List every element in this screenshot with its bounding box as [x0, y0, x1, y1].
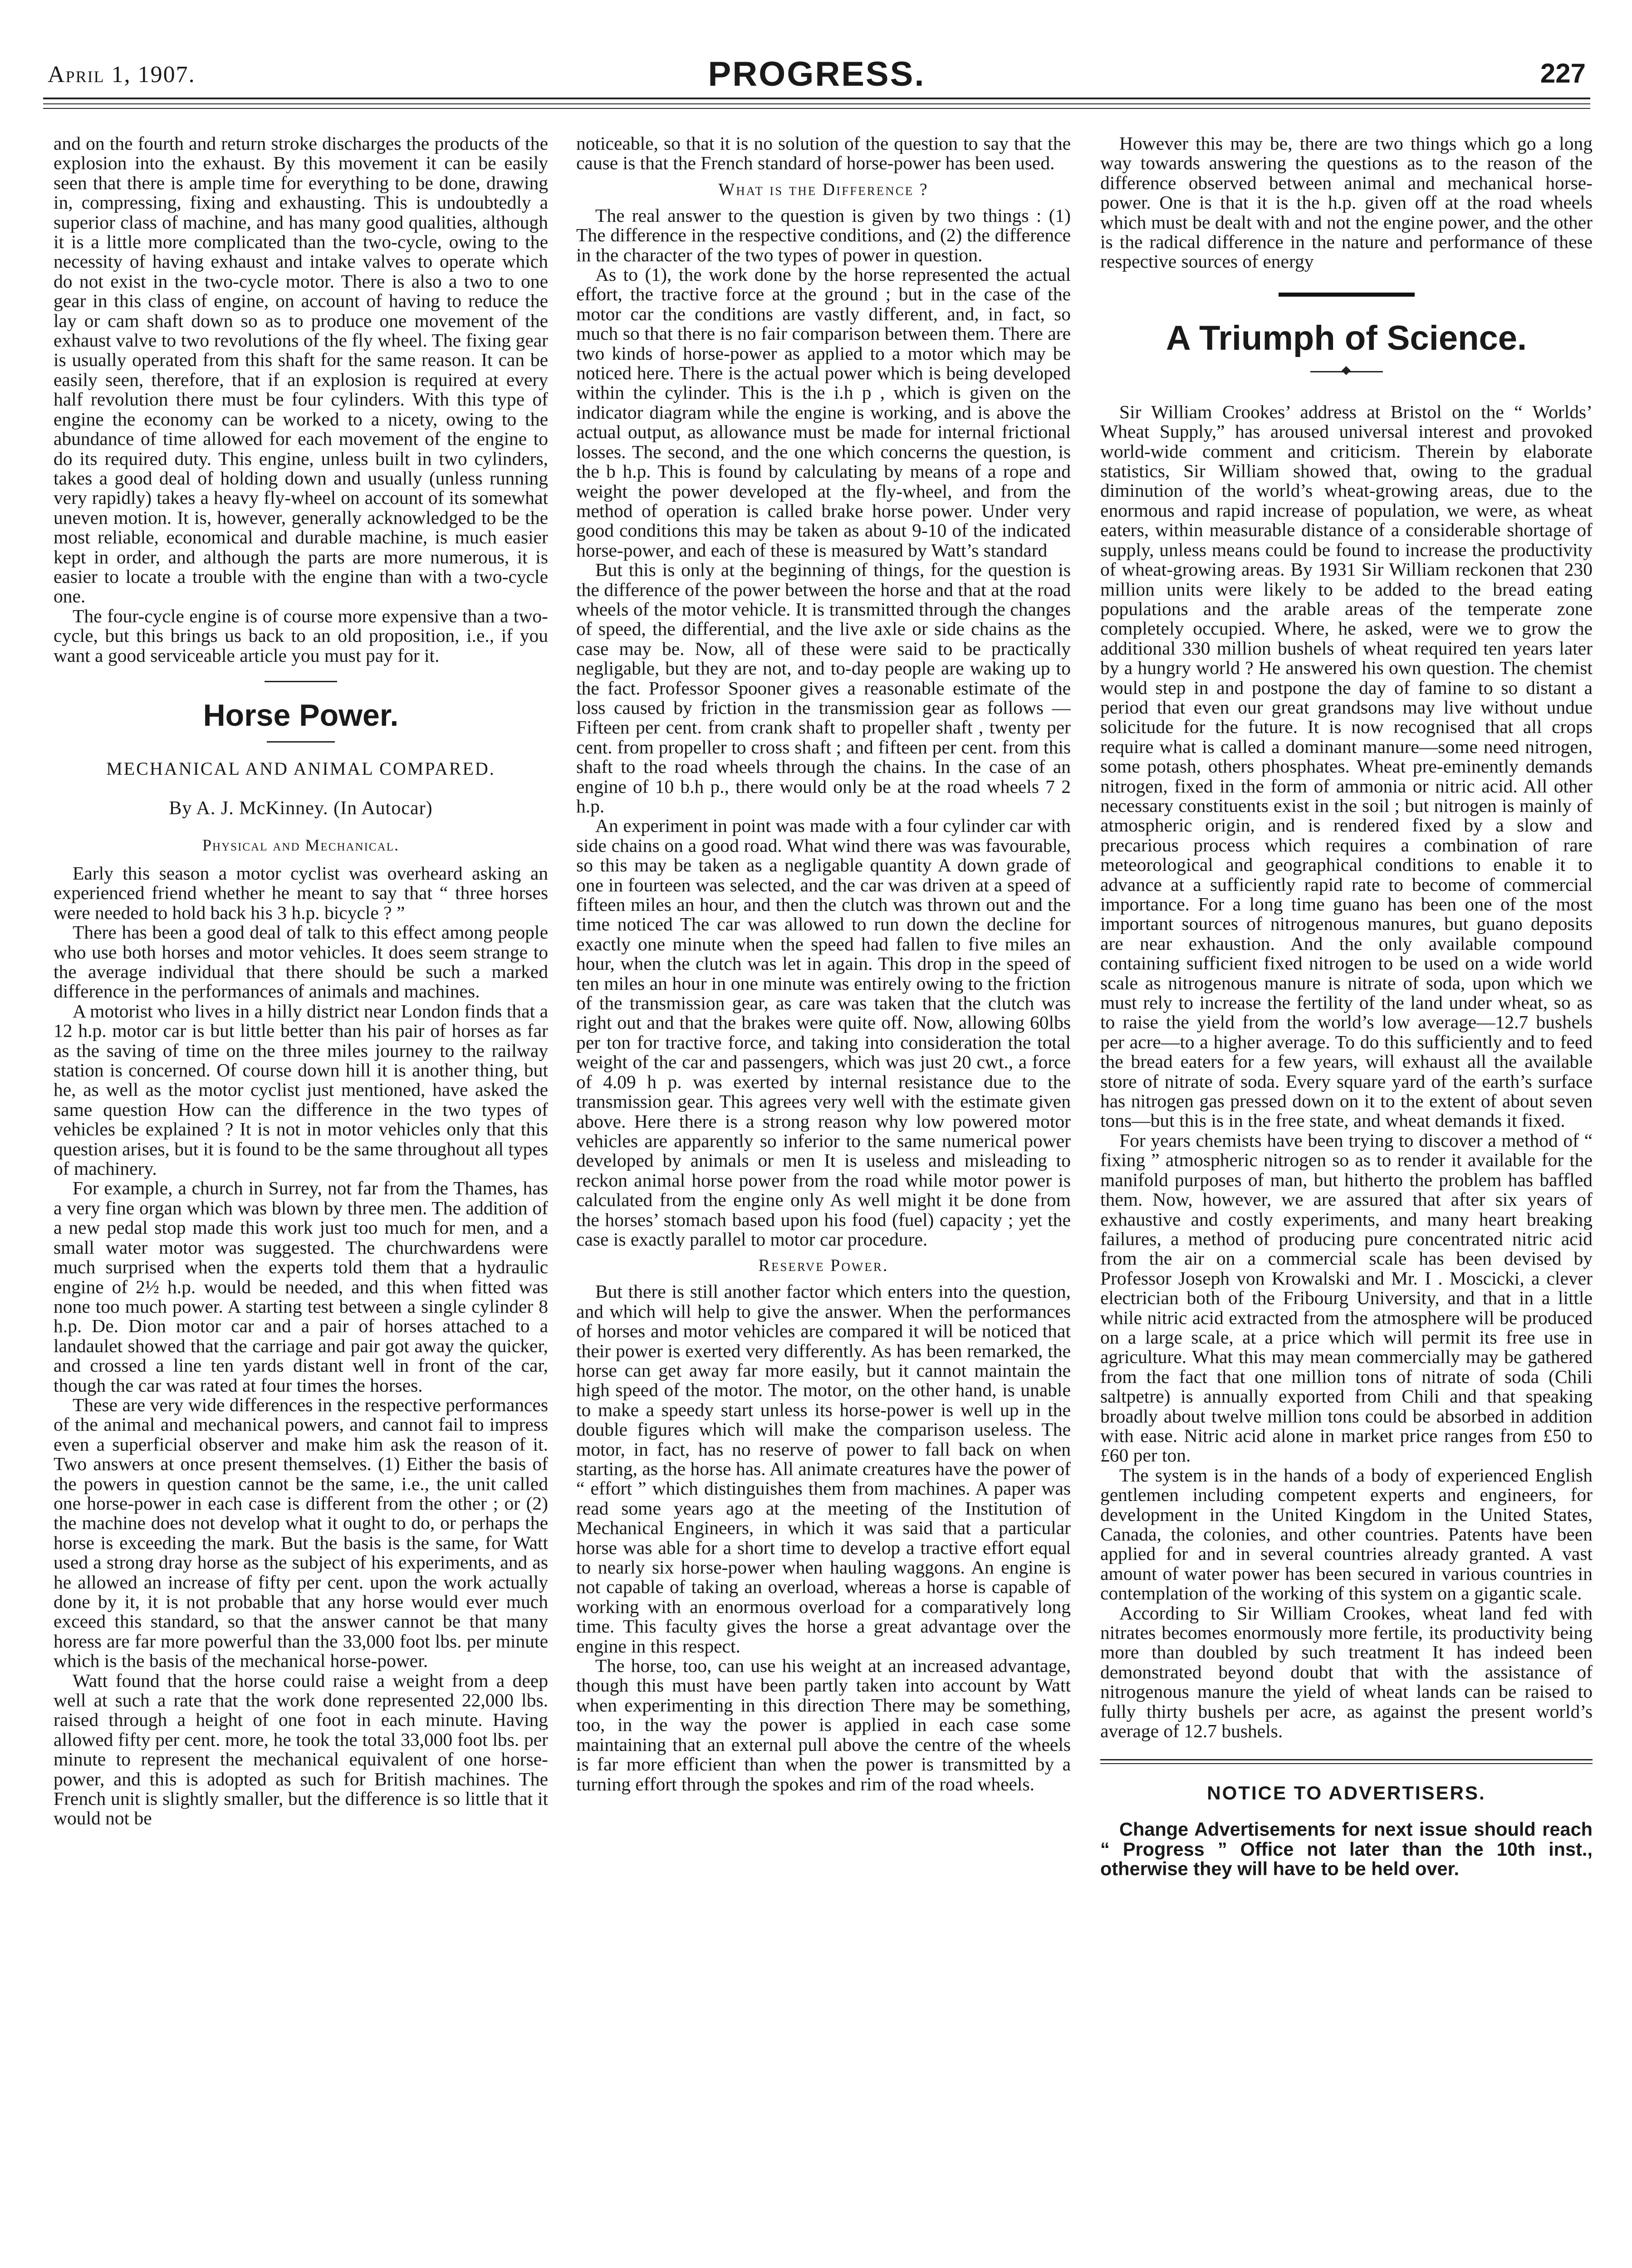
paragraph: The four-cycle engine is of course more expensive than a two-cycle, but this brings us back to an old proposition, i.e., if you want a good serviceable article you must pay for it.	[54, 605, 548, 666]
paragraph: The system is in the hands of a body of experienced English gentlemen including competent experts and engineers, for development in the United Kingdom in the United States, Canada, the colonies, and other countries. Patents have been applied for and in several countries already granted. A vast amount of water power has been secured in various countries in contemplation of the working of this system on a gigantic scale.	[1100, 1464, 1593, 1604]
article-title-triumph: A Triumph of Science.	[1166, 318, 1527, 357]
column-3	[1100, 134, 1593, 2268]
header-rule-thin-2	[43, 108, 1590, 109]
diamond-ornament-icon	[1342, 366, 1351, 375]
masthead-title: PROGRESS.	[708, 55, 926, 93]
section-heading-difference: What is the Difference ?	[718, 180, 929, 199]
notice-divider-thin	[1100, 1763, 1593, 1764]
paragraph: For years chemists have been trying to discover a method of “ fixing ” atmospheric nitrogen so as to render it available for the manifold purposes of man, but hitherto the problem has baffled them. Now, however, we are assured that after six years of exhaustive and costly experiments, and many heart breaking failures, a method of producing pure concentrated nitric acid from the air on a commercial scale has been devised by Professor Joseph von Krowalski and Mr. I . Moscicki, a clever electrician both of the Fribourg University, and that in a little while nitric acid extracted from the atmosphere will be produced on a large scale, at a price which will permit its free use in agriculture. What this may mean commercially may be gathered from the fact that one million tons of nitrate of soda (Chili saltpetre) is annually exported from Chili and that speaking broadly about twelve million tons could be absorbed in addition with ease. Nitric acid alone in market price ranges from £50 to £60 per ton.	[1100, 1129, 1593, 1466]
paragraph: However this may be, there are two things which go a long way towards answering the questions as to the reason of the difference observed between animal and mechanical horse-power. One is that it is the h.p. given off at the road wheels which must be dealt with and not the engine power, and the other is the radical difference in the nature and performance of these respective sources of energy	[1100, 134, 1593, 272]
paragraph: Sir William Crookes’ address at Bristol on the “ Worlds’ Wheat Supply,” has aroused universal interest and provoked world-wide comment and criticism. Therein by elaborate statistics, Sir William showed that, owing to the gradual diminution of the world’s wheat-growing areas, due to the enormous and rapid increase of population, we were, as wheat eaters, within measurable distance of a considerable shortage of supply, unless means could be found to increase the productivity of wheat-growing areas. By 1931 Sir William reckonen that 230 million units were likely to be added to the bread eating populations and the arable areas of the temperate zone completely occupied. Where, he asked, were we to grow the additional 330 million bushels of wheat required ten years later by a hungry world ? He answered his own question. The chemist would step in and postpone the day of famine to so distant a period that even our great grandsons may live without undue solicitude for the future. It is now recognised that all crops require what is called a dominant manure—some need nitrogen, some potash, others phosphates. Wheat pre-eminently demands nitrogen, fixed in the form of ammonia or nitric acid. All other necessary constituents exist in the soil ; but nitrogen is mainly of atmospheric origin, and is rendered fixed by a slow and precarious process which requires a combination of rare meteorological and geographical conditions to enable it to advance at a sufficiently rapid rate to become of commercial importance. For a long time guano has been one of the most important sources of nitrogenous manures, but guano deposits are near exhaustion. And the only available compound containing sufficient fixed nitrogen to be used on a wide world scale as nitrogenous manure is nitrate of soda, upon which we must rely to increase the fertility of the land under wheat, so as to raise the yield from the world’s low average—12.7 bushels per acre—to a higher average. To do this sufficiently and to feed the bread eaters for a few years, will exhaust all the available store of nitrate of soda. Every square yard of the earth’s surface has nitrogen gas pressed down on it to the extent of about seven tons—but this is in the free state, and wheat demands it fixed.	[1100, 401, 1593, 1131]
paragraph: An experiment in point was made with a four cylinder car with side chains on a good road. What wind there was was favourable, so this may be taken as a negligable quantity A down grade of one in fourteen was selected, and the car was driven at a speed of fifteen miles an hour, and then the clutch was thrown out and the time noticed The car was allowed to run down the decline for exactly one minute when the speed had fallen to five miles an hour, when the clutch was let in again. This drop in the speed of ten miles an hour in one minute was entirely owing to the friction of the transmission gear, as care was taken that the clutch was right out and that the brakes were quite off. Now, allowing 60lbs per ton for tractive force, and taking into consideration the total weight of the car and passengers, which was just 20 cwt., a force of 4.09 h p. was exerted by internal resistance due to the transmission gear. This agrees very well with the estimate given above. Here there is a strong reason why low powered motor vehicles are apparently so inferior to the same numerical power developed by animals or men It is useless and misleading to reckon animal horse power from the road while motor power is calculated from the engine only As well might it be done from the horses’ stomach based upon his food (fuel) capacity ; yet the case is exactly parallel to motor car procedure.	[576, 815, 1071, 1250]
paragraph: But there is still another factor which enters into the question, and which will help to give the answer. When the performances of horses and motor vehicles are compared it will be noticed that their power is exerted very differently. As has been remarked, the horse can get away far more easily, but it cannot maintain the high speed of the motor. The motor, on the other hand, is unable to make a speedy start unless its horse-power is well up in the double figures which will make the comparison useless. The motor, in fact, has no reserve of power to fall back on when starting, as the horse has. All animate creatures have the power of “ effort ” which distinguishes them from machines. A paper was read some years ago at the meeting of the Institution of Mechanical Engineers, in which it was said that a particular horse was able for a short time to develop a tractive effort equal to nearly six horse-power when hauling waggons. An engine is not capable of taking an overload, whereas a horse is capable of working with an enormous overload for a comparatively long time. This faculty gives the horse a great advantage over the engine in this respect.	[576, 1281, 1071, 1657]
paragraph: These are very wide differences in the respective performances of the animal and mechanical powers, and cannot fail to impress even a superficial observer and make him ask the reason of it. Two answers at once present themselves. (1) Either the basis of the powers in question cannot be the same, i.e., the unit called one horse-power in each case is different from the other ; or (2) the machine does not develop what it ought to do, or perhaps the horse is exceeding the mark. But the basis is the same, for Watt used a strong dray horse as the subject of his experiments, and as he allowed an increase of fifty per cent. upon the work actually done by it, it is not probable that any horse would ever much exceed this standard, so that the answer cannot be that many horess are far more powerful than the 33,000 foot lbs. per minute which is the basis of the mechanical horse-power.	[54, 1394, 548, 1672]
paragraph: A motorist who lives in a hilly district near London finds that a 12 h.p. motor car is but little better than his pair of horses as far as the saving of time on the three miles journey to the railway station is concerned. Of course down hill it is another thing, but he, as well as the motor cyclist just mentioned, have asked the same question How can the difference in the two types of vehicles be explained ? It is not in motor vehicles only that this question arises, but it is found to be the same throughout all types of machinery.	[54, 1000, 548, 1179]
paragraph: The horse, too, can use his weight at an increased advantage, though this must have been partly taken into account by Watt when experimenting in this direction There may be something, too, in the way the power is applied in each case some maintaining that an external pull above the centre of the wheels is far more efficient than when the power is transmitted by a turning effort through the spokes and rim of the road wheels.	[576, 1655, 1071, 1794]
paragraph: Early this season a motor cyclist was overheard asking an experienced friend whether he meant to say that “ three horses were needed to hold back his 3 h.p. bicycle ? ”	[54, 862, 548, 923]
paragraph: But this is only at the beginning of things, for the question is the difference of the power between the horse and that at the road wheels of the motor vehicle. It is transmitted through the changes of speed, the differential, and the live axle or side chains as the case may be. Now, all of these were said to be practically negligable, but they are not, and to-day people are waking up to the fact. Professor Spooner gives a reasonable estimate of the loss caused by friction in the transmission gear as follows — Fifteen per cent. from crank shaft to propeller shaft , twenty per cent. from propeller to cross shaft ; and fifteen per cent. from this shaft to the road wheels through the chains. In the case of an engine of 10 b.h p., there would only be at the road wheels 7 2 h.p.	[576, 559, 1071, 816]
paragraph: noticeable, so that it is no solution of the question to say that the cause is that the French standard of horse-power has been used.	[576, 134, 1071, 174]
title-underline	[267, 741, 335, 743]
paragraph: There has been a good deal of talk to this effect among people who use both horses and motor vehicles. It does seem strange to the average individual that there should be such a marked difference in the performances of animals and machines.	[54, 922, 548, 1002]
article-byline: By A. J. McKinney. (In Autocar)	[169, 797, 433, 819]
header-rule-thick	[43, 98, 1590, 99]
header-rule-thin	[43, 103, 1590, 104]
section-heading-physical: Physical and Mechanical.	[202, 836, 399, 854]
section-heading-reserve-power: Reserve Power.	[758, 1256, 889, 1276]
section-divider	[265, 681, 337, 682]
notice-divider	[1100, 1759, 1593, 1760]
issue-date: April 1, 1907.	[48, 62, 196, 88]
paragraph: As to (1), the work done by the horse represented the actual effort, the tractive force at the ground ; but in the case of the motor car the conditions are vastly different, and, in fact, so much so that there is no fair comparison between them. There are two kinds of horse-power as applied to a motor which may be noticed here. There is the actual power which is being developed within the cylinder. This is the i.h p , which is given on the indicator diagram while the engine is working, and is above the actual output, as allowance must be made for internal frictional losses. The second, and the one which concerns the question, is the b h.p. This is found by calculating by means of a rope and weight the power developed at the fly-wheel, and from the method of operation is called brake horse power. Under very good conditions this may be taken as about 9-10 of the indicated horse-power, and each of these is measured by Watt’s standard	[576, 264, 1071, 561]
page-number: 227	[1540, 58, 1586, 88]
page-header	[43, 57, 1590, 100]
column-2	[576, 134, 1071, 2268]
column-1	[54, 134, 548, 2268]
ornament-divider	[1310, 367, 1383, 376]
paragraph: According to Sir William Crookes, wheat land fed with nitrates becomes enormously more fertile, its productivity being more than doubled by such treatment It has indeed been demonstrated beyond doubt that with the assistance of nitrogenous manure the yield of wheat lands can be raised to fully thirty bushels per acre, as against the present world’s average of 12.7 bushels.	[1100, 1602, 1593, 1742]
paragraph: For example, a church in Surrey, not far from the Thames, has a very fine organ which was blown by three men. The addition of a new pedal stop made this work just too much for men, and a small water motor was suggested. The churchwardens were much surprised when the experts told them that a hydraulic engine of 2½ h.p. would be needed, and this when fitted was none too much power. A starting test between a single cylinder 8 h.p. De. Dion motor car and a pair of horses attached to a landaulet showed that the carriage and pair got away the quicker, and crossed a line ten yards distant well in front of the car, though the car was rated at four times the horses.	[54, 1178, 548, 1396]
notice-title: NOTICE TO ADVERTISERS.	[1207, 1782, 1486, 1804]
notice-body: Change Advertisements for next issue should reach “ Progress ” Office not later than the 10th inst., otherwise they will have to be held over.	[1100, 1818, 1593, 1880]
article-title-horse-power: Horse Power.	[203, 698, 399, 733]
section-divider-thick	[1279, 293, 1415, 297]
paragraph: The real answer to the question is given by two things : (1) The difference in the respective conditions, and (2) the difference in the character of the two types of power in question.	[576, 205, 1071, 265]
article-subtitle: MECHANICAL AND ANIMAL COMPARED.	[106, 758, 495, 779]
paragraph: and on the fourth and return stroke discharges the products of the explosion into the exhaust. By this movement it can be easily seen that there is ample time for everything to be done, drawing in, compressing, fixing and exhausting. This is undoubtedly a superior class of machine, and has many good qualities, although it is a little more complicated than the two-cycle, owing to the necessity of having exhaust and intake valves to operate which do not exist in the two-cycle motor. There is also a two to one gear in this class of engine, on account of having to reduce the lay or cam shaft down so as to produce one movement of the exhaust valve to two revolutions of the fly wheel. The fixing gear is usually operated from this shaft for the same reason. It can be easily seen, therefore, that if an explosion is required at every half revolution there must be four cylinders. With this type of engine the economy can be worked to a nicety, owing to the abundance of time allowed for each movement of the engine to do its required duty. This engine, unless built in two cylinders, takes a good deal of holding down and usually (unless running very rapidly) takes a heavy fly-wheel on account of its somewhat uneven motion. It is, however, generally acknowledged to be the most reliable, economical and durable machine, is much easier kept in order, and although the parts are more numerous, it is easier to locate a trouble with the engine than with a two-cycle one.	[54, 134, 548, 607]
paragraph: Watt found that the horse could raise a weight from a deep well at such a rate that the work done represented 22,000 lbs. raised through a height of one foot in each minute. Having allowed fifty per cent. more, he took the total 33,000 foot lbs. per minute to represent the mechanical equivalent of one horse-power, and this is adopted as such for British machines. The French unit is slightly smaller, but the difference is so little that it would not be	[54, 1670, 548, 1829]
